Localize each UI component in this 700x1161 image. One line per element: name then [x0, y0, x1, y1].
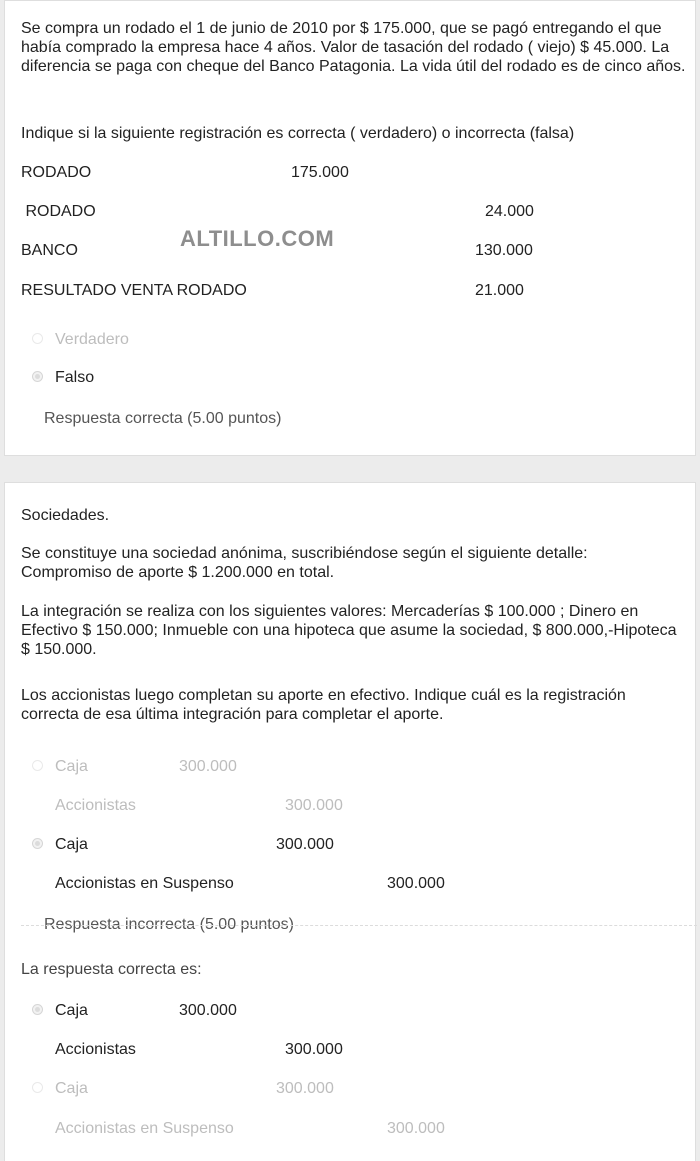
option-a-debit: Caja	[55, 758, 88, 775]
option-verdadero-label: Verdadero	[55, 331, 129, 348]
radio-option-a[interactable]	[32, 760, 43, 771]
entry-3-account: BANCO	[21, 242, 78, 259]
radio-verdadero[interactable]	[32, 333, 43, 344]
question-1-statement: Se compra un rodado el 1 de junio de 2010 por $ 175.000, que se pagó entregando el que había comprado la empresa hace 4 años. Valor de tasación del rodado ( viejo) $ 45.000. La diferencia se paga con cheque del Banco Patagonia. La vida útil del rodado es de cinco años.	[21, 20, 686, 75]
question-card-2	[4, 482, 696, 1161]
option-falso-label: Falso	[55, 369, 95, 386]
entry-4-amount: 21.000	[475, 282, 524, 299]
option-a-debit-amount: 300.000	[179, 758, 237, 775]
correct-option-b-credit-amount: 300.000	[387, 1120, 445, 1137]
correct-option-b-credit: Accionistas en Suspenso	[55, 1120, 234, 1137]
entry-2-account: RODADO	[21, 203, 96, 220]
entry-1-account: RODADO	[21, 164, 92, 181]
correct-option-a-debit-amount: 300.000	[179, 1002, 237, 1019]
option-b-debit-amount: 300.000	[276, 836, 334, 853]
entry-4-account: RESULTADO VENTA RODADO	[21, 282, 247, 299]
correct-option-a-credit: Accionistas	[55, 1041, 136, 1058]
entry-1-amount: 175.000	[291, 164, 349, 181]
correct-option-b-debit: Caja	[55, 1080, 88, 1097]
question-2-title: Sociedades.	[21, 507, 110, 524]
question-1-feedback: Respuesta correcta (5.00 puntos)	[44, 410, 282, 427]
correct-option-a-credit-amount: 300.000	[285, 1041, 343, 1058]
question-2-paragraph-2: La integración se realiza con los siguientes valores: Mercaderías $ 100.000 ; Dinero en Efectivo $ 150.000; Inmueble con una hipoteca que asume la sociedad, $ 800.000,-Hipoteca $ 150.000.	[21, 603, 677, 658]
radio-falso[interactable]	[32, 371, 43, 382]
radio-correct-option-b	[32, 1082, 43, 1093]
correct-answer-label: La respuesta correcta es:	[21, 961, 202, 978]
question-2-paragraph-1: Se constituye una sociedad anónima, suscribiéndose según el siguiente detalle: Compromiso de aporte $ 1.200.000 en total.	[21, 545, 588, 581]
watermark: ALTILLO.COM	[180, 226, 335, 251]
radio-option-b[interactable]	[32, 838, 43, 849]
radio-correct-option-a	[32, 1004, 43, 1015]
question-1-instruction: Indique si la siguiente registración es correcta ( verdadero) o incorrecta (falsa)	[21, 125, 575, 142]
correct-option-b-debit-amount: 300.000	[276, 1080, 334, 1097]
entry-2-amount: 24.000	[485, 203, 534, 220]
option-a-credit-amount: 300.000	[285, 797, 343, 814]
question-2-paragraph-3: Los accionistas luego completan su aporte en efectivo. Indique cuál es la registración correcta de esa última integración para completar el aporte.	[21, 687, 626, 723]
option-a-credit: Accionistas	[55, 797, 136, 814]
option-b-credit: Accionistas en Suspenso	[55, 875, 234, 892]
feedback-divider	[21, 925, 697, 926]
option-b-credit-amount: 300.000	[387, 875, 445, 892]
question-card-1	[4, 0, 696, 456]
question-2-feedback: Respuesta incorrecta (5.00 puntos)	[44, 916, 294, 933]
entry-3-amount: 130.000	[475, 242, 533, 259]
option-b-debit: Caja	[55, 836, 88, 853]
correct-option-a-debit: Caja	[55, 1002, 88, 1019]
